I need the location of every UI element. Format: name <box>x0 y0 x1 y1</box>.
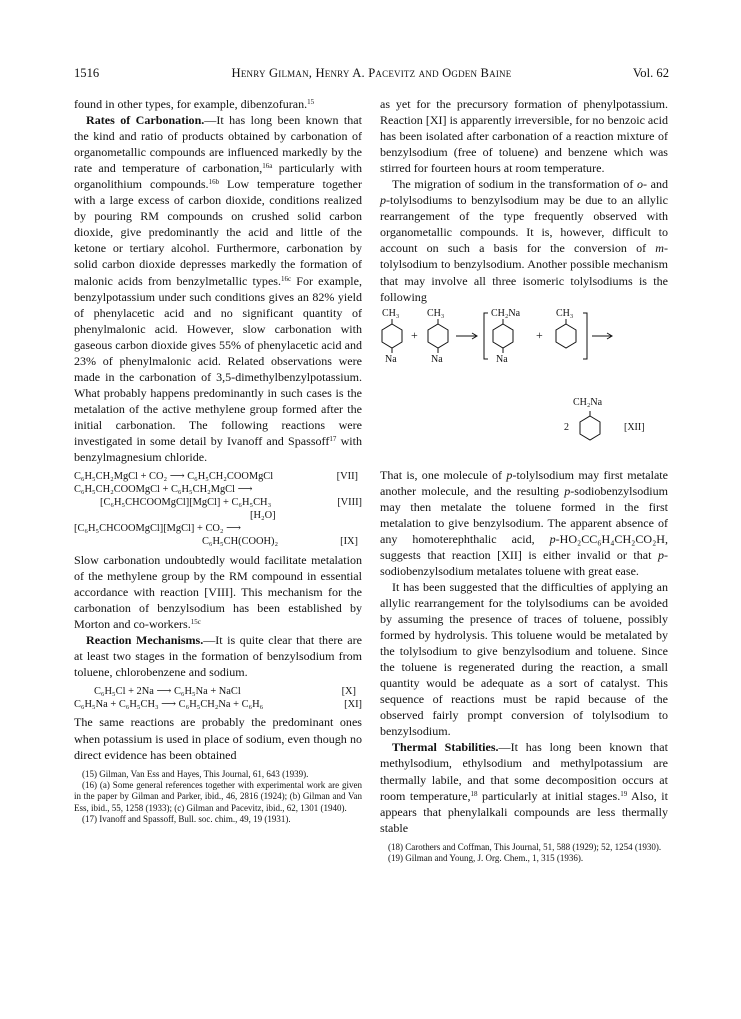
footnote-16: (16) (a) Some general references together with experimental work are given in the paper by Gilman and Parker, ibid., 46, 2816 (1924); (b) Gilman and Van Ess, ibid., 55, 1258 (1933); (c) Gilman and Pacevitz, ibid., 62, 1301 (1940). <box>74 780 362 813</box>
paragraph-rates-of-carbonation: Rates of Carbonation.—It has long been known that the kind and ratio of products obtained by carbonation of organometallic compounds are influenced markedly by the rate and temperature of carbonation,$^{16a}$ particularly with organolithium compounds.$^{16b}$ Low temperature together with a large excess of carbon dioxide, conditions realized by pouring RM compounds on crushed solid carbon dioxide, give predominantly the acid and little of the ketone or tertiary alcohol. Furthermore, carbonation by solid carbon dioxide depresses markedly the formation of malonic acids from benzylmetallic types.$^{16c}$ For example, benzylpotassium under such conditions gives an 82% yield of phenylacetic acid and no significant quantity of phenylmalonic acid. However, slow carbonation with gaseous carbon dioxide gives 55% of phenylacetic acid and 23% of phenylmalonic acid. Related observations were made in the carbonation of 3,5-dimethylbenzylpotassium. What probably happens predominantly in such cases is the metalation of the active methylene group formed after the initial carbonation. The following reactions were investigated in some detail by Ivanoff and Spassoff$^{17}$ with benzylmagnesium chloride. <box>74 113 362 465</box>
footnote-17: (17) Ivanoff and Spassoff, Bull. soc. chim., 49, 19 (1931). <box>82 814 291 825</box>
paragraph: The migration of sodium in the transformation of o- and p-tolylsodiums to benzylsodium may be due to an allylic rearrangement of the type frequently observed with organometallic compounds. It is, however, difficult to account on such a basis for the conversion of m-tolylsodium to benzylsodium. Another possible mechanism that may involve all three isomeric tolylsodiums is the following <box>380 177 668 304</box>
running-title-authors: Henry Gilman, Henry A. Pacevitz and Ogden Baine <box>231 66 512 80</box>
substituent-label: CH₂Na <box>491 307 521 319</box>
substituent-label: CH₂Na <box>573 396 603 408</box>
benzene-ring <box>382 324 402 348</box>
footnotes-left <box>74 769 362 826</box>
paragraph: as yet for the precursory formation of phenylpotassium. Reaction [XI] is apparently irreversible, for no benzoic acid has been isolated after carbonation of a reaction mixture of benzylsodium (free of toluene) and benzene which was stirred for fourteen hours at room temperature. <box>380 97 669 176</box>
substituent-label: CH₃ <box>382 307 400 319</box>
footnote-19: (19) Gilman and Young, J. Org. Chem., 1, 315 (1936). <box>388 853 584 864</box>
substituent-label: Na <box>431 353 443 365</box>
substituent-label: Na <box>496 353 508 365</box>
bracket <box>583 313 587 359</box>
footnote-15: (15) Gilman, Van Ess and Hayes, This Journal, 61, 643 (1939). <box>82 768 309 779</box>
paragraph: The same reactions are probably the predominant ones when potassium is used in place of sodium, even though no direct evidence has been obtained <box>74 715 362 762</box>
equation-viii: C₆H₅CH₂COOMgCl + C₆H₅CH₂MgCl ⟶ <box>74 484 253 496</box>
plus-sign: + <box>411 327 418 342</box>
paragraph: That is, one molecule of p-tolylsodium may first metalate another molecule, and the resulting p-sodiobenzylsodium may then metalate the toluene formed in the first metalation to give benzylsodium. The apparent absence of any homoterephthalic acid, p-HO₂CC₆H₄CH₂CO₂H, suggests that reaction [XII] is either invalid or that p-sodiobenzylsodium metalates toluene with great ease. <box>380 467 669 578</box>
benzene-ring <box>556 324 576 348</box>
paragraph: Slow carbonation undoubtedly would facilitate metalation of the methylene group by the RM compound in essential accordance with reaction [VIII]. This mechanism for the carbonation of benzylsodium has been established by Morton and co-workers.$^{15c}$ <box>74 553 362 632</box>
section-heading: Reaction Mechanisms. <box>86 633 204 648</box>
benzene-ring <box>493 324 513 348</box>
substituent-label: CH₃ <box>556 307 574 319</box>
right-column <box>380 96 668 865</box>
volume-label: Vol. 62 <box>632 66 669 80</box>
paragraph: found in other types, for example, dibenzofuran.$^{15}$ <box>74 97 315 111</box>
paragraph-thermal-stabilities: Thermal Stabilities.—It has long been known that methylsodium, ethylsodium and methylpotassium are thermally labile, and that some decomposition occurs at room temperature,$^{18}$ particularly at initial stages.$^{19}$ Also, it appears that phenylalkali compounds are less thermally stable <box>380 740 669 835</box>
benzene-ring <box>580 416 600 440</box>
footnote-18: (18) Carothers and Coffman, This Journal, 51, 588 (1929); 52, 1254 (1930). <box>388 841 662 852</box>
equation-vii: C₆H₅CH₂MgCl + CO₂ ⟶ C₆H₅CH₂COOMgCl [VII] <box>74 471 358 483</box>
paragraph: It has been suggested that the difficulties of applying an allylic rearrangement for the tolylsodiums can be avoided by assuming the presence of traces of toluene, possibly formed by hydrolysis. This toluene would be metalated by the tolylsodium to give benzylsodium and toluene. Since the toluene is regenerated during the reaction, a small quantity would be adequate as a sort of catalyst. This sequence of reactions must be rapid because of the observed fairly prompt conversion of tolylsodium to benzylsodium. <box>380 579 668 739</box>
benzene-ring <box>428 324 448 348</box>
plus-sign: + <box>536 327 543 342</box>
substituent-label: CH₃ <box>427 307 445 319</box>
equation-xi: C₆H₅Na + C₆H₅CH₃ ⟶ C₆H₅CH₂Na + C₆H₆ [XI] <box>74 699 362 711</box>
equation-ix-condition: [H₂O] <box>250 510 276 522</box>
section-heading: Rates of Carbonation. <box>86 113 205 128</box>
footnotes-right <box>380 842 668 865</box>
equation-block-x-xi <box>74 685 362 711</box>
equation-x: C₆H₅Cl + 2Na ⟶ C₆H₅Na + NaCl [X] <box>94 686 356 698</box>
scheme-drawing <box>380 309 668 461</box>
paragraph-reaction-mechanisms: Reaction Mechanisms.—It is quite clear that there are at least two stages in the formation of benzylsodium from toluene, chlorobenzene and sodium. <box>74 633 362 680</box>
stoichiometric-coefficient: 2 <box>564 421 569 433</box>
equation-number: [XII] <box>624 421 645 433</box>
running-header <box>74 66 669 84</box>
section-heading: Thermal Stabilities. <box>392 740 499 755</box>
reaction-scheme-xii <box>380 309 668 461</box>
left-column <box>74 96 362 826</box>
equation-block-vii-ix: C₆H₅CH₂MgCl + CO₂ ⟶ C₆H₅CH₂COOMgCl [VII] C₆H₅CH₂COOMgCl + C₆H₅CH₂MgCl ⟶ [C₆H₅CHCOOMgCl][MgCl] + C₆H₅CH₃ [VIII] [H₂O] [C₆H₅CHCOOMgCl][MgCl] + CO₂ ⟶ C₆H₅CH(COOH)₂ [IX] <box>74 471 362 548</box>
substituent-label: Na <box>385 353 397 365</box>
page-number: 1516 <box>74 66 100 80</box>
bracket <box>484 313 488 359</box>
equation-ix: [C₆H₅CHCOOMgCl][MgCl] + CO₂ ⟶ <box>74 523 242 535</box>
